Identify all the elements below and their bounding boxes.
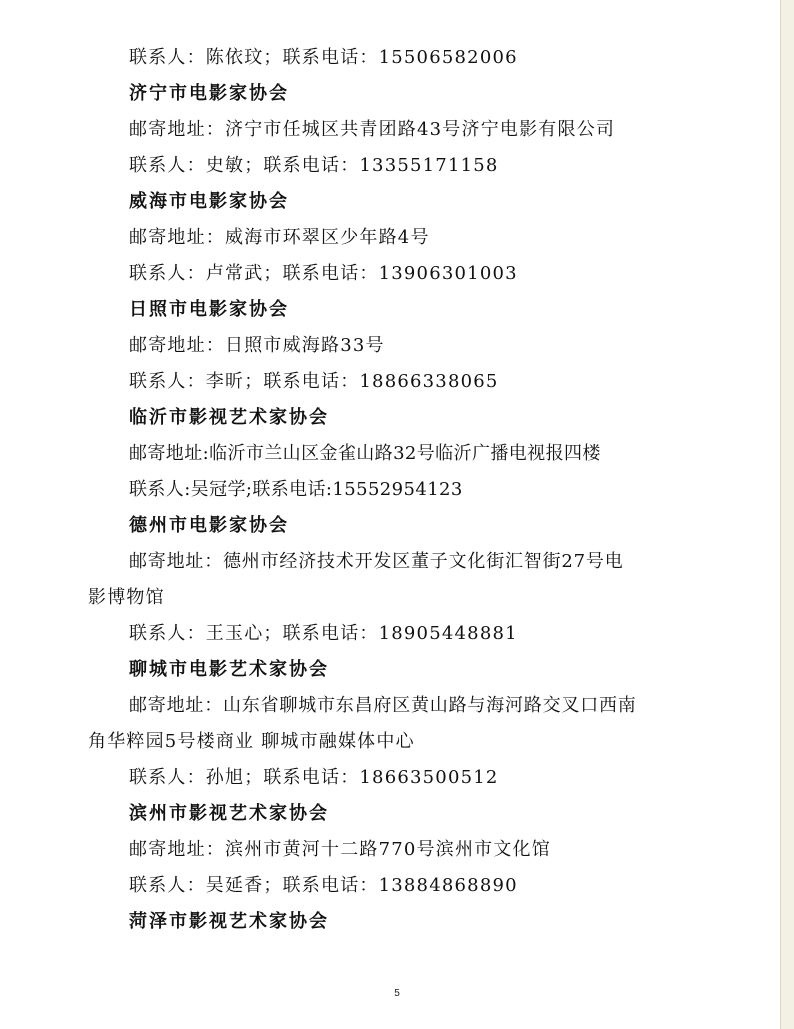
address-line: 邮寄地址：山东省聊城市东昌府区黄山路与海河路交叉口西南 — [129, 695, 637, 716]
contact-line: 联系人:吴冠学;联系电话:15552954123 — [129, 479, 463, 500]
contact-line: 联系人：李昕；联系电话：18866338065 — [129, 371, 499, 392]
contact-line: 联系人：孙旭；联系电话：18663500512 — [129, 767, 499, 788]
contact-line: 联系人：卢常武；联系电话：13906301003 — [129, 263, 518, 284]
section-heading: 德州市电影家协会 — [129, 515, 289, 536]
section-heading: 济宁市电影家协会 — [129, 83, 289, 104]
address-line: 邮寄地址：济宁市任城区共青团路43号济宁电影有限公司 — [129, 119, 616, 140]
address-line: 邮寄地址:临沂市兰山区金雀山路32号临沂广播电视报四楼 — [129, 443, 601, 464]
section-heading: 菏泽市影视艺术家协会 — [129, 911, 329, 932]
section-heading: 威海市电影家协会 — [129, 191, 289, 212]
address-line: 邮寄地址：德州市经济技术开发区董子文化街汇智街27号电 — [129, 551, 624, 572]
contact-line: 联系人：吴延香；联系电话：13884868890 — [129, 875, 518, 896]
section-heading: 临沂市影视艺术家协会 — [129, 407, 329, 428]
address-line-continued: 影博物馆 — [88, 587, 165, 608]
contact-line: 联系人：王玉心；联系电话：18905448881 — [129, 623, 518, 644]
contact-line: 联系人：史敏；联系电话：13355171158 — [129, 155, 499, 176]
section-heading: 滨州市影视艺术家协会 — [129, 803, 329, 824]
section-heading: 聊城市电影艺术家协会 — [129, 659, 329, 680]
address-line-continued: 角华粹园5号楼商业 聊城市融媒体中心 — [88, 731, 415, 752]
page-number: 5 — [394, 988, 400, 999]
address-line: 邮寄地址：日照市威海路33号 — [129, 335, 385, 356]
address-line: 邮寄地址：威海市环翠区少年路4号 — [129, 227, 430, 248]
page-edge — [780, 0, 794, 1029]
section-heading: 日照市电影家协会 — [129, 299, 289, 320]
contact-line: 联系人：陈依玟；联系电话：15506582006 — [129, 47, 518, 68]
address-line: 邮寄地址：滨州市黄河十二路770号滨州市文化馆 — [129, 839, 551, 860]
